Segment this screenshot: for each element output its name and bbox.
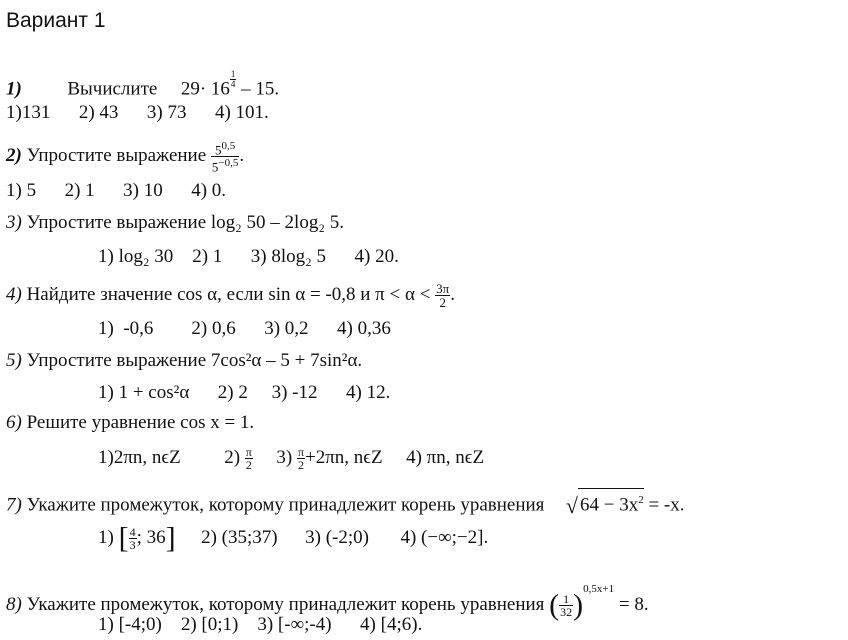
question-1: 1) Вычислите 29· 16 $\frac{1}{4}$ – 15. (6, 69, 280, 100)
question-7-options: 1) [ $\frac{4}{3}$ ; 36] 2) (35;37) 3) (-2;0) 4) (−∞;−2]. (98, 521, 489, 555)
question-3: 3) Упростите выражение log₂ 50 – 2log₂ 5. (6, 212, 344, 233)
question-6-options: 1)2πn, nϵZ 2) $\frac{\pi}{2}$ 3) $\frac{\pi}{2}$ +2πn, nϵZ 4) πn, nϵZ (98, 445, 485, 472)
question-6: 6) Решите уравнение cos x = 1. (6, 412, 255, 433)
question-1-options: 1)131 2) 43 3) 73 4) 101. (6, 102, 269, 123)
question-5: 5) Упростите выражение 7cos²α – 5 + 7sin²α. (6, 350, 363, 371)
question-7: 7) Укажите промежуток, которому принадлежит корень уравнения √ $64 - 3x^2 = -x$. (6, 488, 685, 517)
question-2-options: 1) 5 2) 1 3) 10 4) 0. (6, 180, 227, 201)
question-8: 8) Укажите промежуток, которому принадлежит корень уравнения ( $\frac{1}{32}$ )$^{0,5x+1}$ = 8. (6, 583, 649, 622)
question-8-options: 1) [-4;0) 2) [0;1) 3) [-∞;-4) 4) [4;6). (98, 614, 423, 635)
question-4-options: 1) -0,6 2) 0,6 3) 0,2 4) 0,36 (98, 318, 391, 339)
question-5-options: 1) 1 + cos²α 2) 2 3) -12 4) 12. (98, 382, 391, 403)
question-4: 4) Найдите значение cos α, если sin α = -0,8 и π < α < $\frac{3\pi}{2}$ . (6, 281, 455, 310)
title: Вариант 1 (6, 9, 106, 32)
question-3-options: 1) log₂ 30 2) 1 3) 8log₂ 5 4) 20. (98, 246, 399, 267)
question-2: 2) Упростите выражение $\frac{5^{0,5}}{5^{-0,5}}$ . (6, 140, 245, 175)
